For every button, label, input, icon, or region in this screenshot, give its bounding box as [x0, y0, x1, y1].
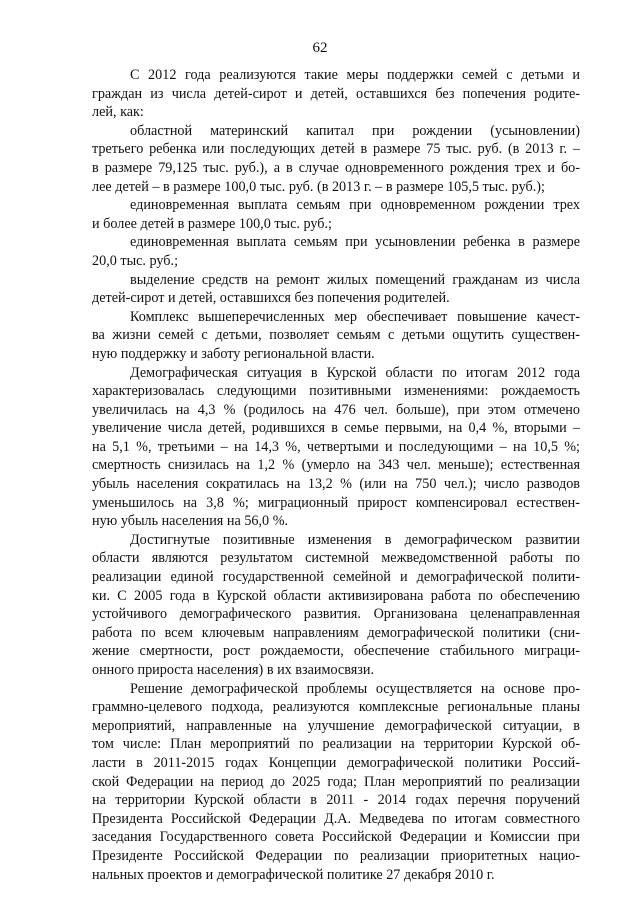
text-line: ки. С 2005 года в Курской области активизирована работа по обеспечению: [92, 587, 580, 604]
text-line: нальных проектов и демографической политике 27 декабря 2010 г.: [92, 866, 495, 883]
paragraph: [92, 364, 580, 531]
text-line: 20,0 тыс. руб.;: [92, 252, 179, 269]
text-line: увеличилась на 4,3 % (родилось на 476 чел. больше), при этом отмечено: [92, 401, 580, 418]
text-line: Демографическая ситуация в Курской области по итогам 2012 года: [130, 364, 580, 381]
text-line: ва жизни семей с детьми, позволяет семьям с детьми ощутить существен-: [92, 327, 580, 344]
text-line: областной материнский капитал при рождении (усыновлении): [130, 122, 580, 139]
text-line: в размере 79,125 тыс. руб.), а в случае одновременного рождения трех и бо-: [92, 159, 580, 176]
paragraph: [92, 66, 580, 122]
text-line: заседания Государственного совета Российской Федерации и Комиссии при: [92, 829, 580, 846]
text-line: ласти в 2011-2015 годах Концепции демографической политики Россий-: [92, 754, 580, 771]
text-line: единовременная выплата семьям при одновременном рождении трех: [130, 197, 580, 214]
text-line: ную убыль населения на 56,0 %.: [92, 513, 289, 530]
text-line: смертность снизилась на 1,2 % (умерло на 343 чел. меньше); естественная: [92, 457, 580, 474]
text-line: граждан из числа детей-сирот и детей, оставшихся без попечения родите-: [92, 85, 580, 102]
text-line: на 5,1 %, третьими – на 14,3 %, четвертыми и последующими – на 10,5 %;: [92, 438, 580, 455]
text-line: уменьшилось на 3,8 %; миграционный прирост компенсировал естествен-: [92, 494, 580, 511]
text-line: лее детей – в размере 100,0 тыс. руб. (в 2013 г. – в размере 105,5 тыс. руб.);: [92, 178, 545, 195]
text-line: граммно-целевого подхода, реализуются комплексные региональные планы: [92, 699, 580, 716]
paragraph: [92, 531, 580, 680]
text-line: ской Федерации на период до 2025 года; План мероприятий по реализации: [92, 773, 580, 790]
text-line: убыль населения сократилась на 13,2 % (или на 750 чел.); число разводов: [92, 476, 580, 493]
text-line: Достигнутые позитивные изменения в демографическом развитии: [130, 531, 580, 548]
text-line: Решение демографической проблемы осуществляется на основе про-: [130, 680, 580, 697]
text-line: С 2012 года реализуются такие меры поддержки семей с детьми и: [130, 67, 580, 83]
text-line: Комплекс вышеперечисленных мер обеспечивает повышение качест-: [130, 308, 580, 325]
text-line: увеличение числа детей, родившихся в семье первыми, на 0,4 %, вторыми –: [92, 420, 580, 437]
text-line: и более детей в размере 100,0 тыс. руб.;: [92, 215, 333, 232]
text-line: реализации единой государственной семейной и демографической полити-: [92, 569, 580, 586]
paragraph: [92, 122, 580, 196]
paragraph: [92, 196, 580, 233]
page-number: 62: [312, 40, 328, 56]
paragraph: [92, 233, 580, 270]
text-line: том числе: План мероприятий по реализации на территории Курской об-: [92, 736, 580, 753]
text-line: устойчивого демографического развития. Организована целенаправленная: [92, 606, 580, 623]
text-line: жение смертности, рост рождаемости, обеспечение стабильного миграци-: [92, 643, 580, 660]
text-line: онного прироста населения) в их взаимосвязи.: [92, 662, 375, 678]
text-line: ную поддержку и заботу региональной власти.: [92, 345, 375, 362]
text-line: работа по всем ключевым направлениям демографической политики (сни-: [92, 624, 580, 641]
text-line: на территории Курской области в 2011 - 2014 годах перечня поручений: [92, 792, 580, 809]
text-line: Президента Российской Федерации Д.А. Медведева по итогам совместного: [92, 810, 580, 827]
text-line: лей, как:: [92, 104, 144, 121]
text-line: детей-сирот и детей, оставшихся без попечения родителей.: [92, 290, 450, 307]
text-line: Президенте Российской Федерации по реализации приоритетных нацио-: [92, 847, 580, 864]
text-line: мероприятий, направленные на улучшение демографической ситуации, в: [92, 717, 580, 734]
paragraph: [92, 271, 580, 308]
document-body: [92, 66, 580, 884]
text-line: характеризовалась следующими позитивными изменениями: рождаемость: [92, 383, 580, 400]
text-line: выделение средств на ремонт жилых помещений гражданам из числа: [130, 271, 580, 288]
paragraph: [92, 308, 580, 364]
text-line: единовременная выплата семьям при усыновлении ребенка в размере: [130, 234, 580, 251]
paragraph: [92, 680, 580, 885]
text-line: третьего ребенка или последующих детей в размере 75 тыс. руб. (в 2013 г. –: [92, 141, 580, 158]
text-line: области являются результатом системной межведомственной работы по: [92, 550, 580, 567]
